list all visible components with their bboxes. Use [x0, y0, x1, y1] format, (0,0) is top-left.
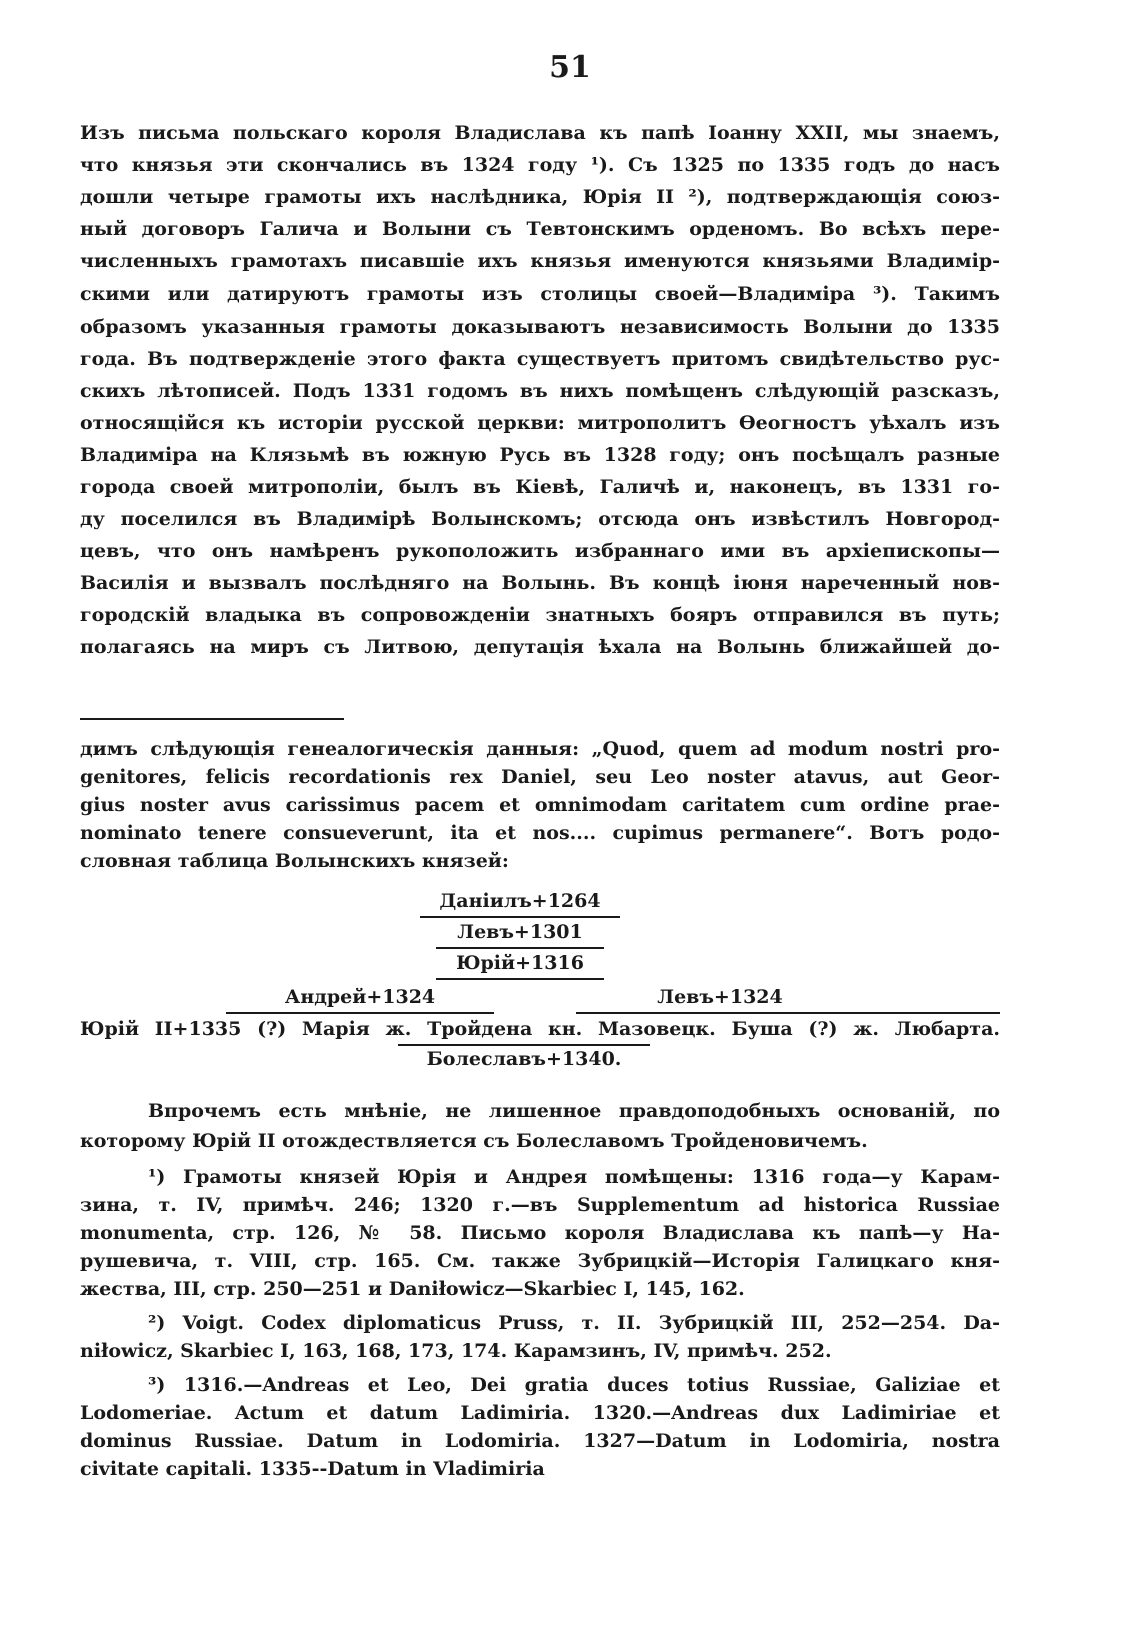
text-line: что князья эти скончались въ 1324 году ¹). Съ 1325 по 1335 годъ до насъ: [80, 154, 1000, 176]
text-line: скихъ лѣтописей. Подъ 1331 годомъ въ нихъ помѣщенъ слѣдующій разсказъ,: [80, 380, 1000, 402]
genea-boleslav: Болеславъ+1340.: [426, 1048, 622, 1070]
text-line: города своей митрополіи, былъ въ Кіевѣ, Галичѣ и, наконецъ, въ 1331 го-: [80, 476, 1000, 498]
text-line: ный договоръ Галича и Волыни съ Тевтонскимъ орденомъ. Во всѣхъ пере-: [80, 218, 1000, 240]
footnote-line: gius noster avus carissimus pacem et omnimodam caritatem cum ordine prae-: [80, 794, 1000, 816]
genea-underline: [226, 1012, 494, 1014]
page-number: 51: [549, 50, 591, 85]
text-line: образомъ указанныя грамоты доказываютъ независимость Волыни до 1335: [80, 316, 1000, 338]
footnote-line: рушевича, т. VIII, стр. 165. См. также Зубрицкій—Исторія Галицкаго кня-: [80, 1250, 1000, 1272]
text-line: Изъ письма польскаго короля Владислава къ папѣ Іоанну XXII, мы знаемъ,: [80, 122, 1000, 144]
footnote-line: ³) 1316.—Andreas et Leo, Dei gratia duces totius Russiae, Galiziae et: [148, 1374, 1000, 1396]
genea-yuri1: Юрій+1316: [456, 952, 584, 974]
genea-underline: [576, 1012, 1000, 1014]
genea-bottom-row: Юрій II+1335 (?) Марія ж. Тройдена кн. Мазовецк. Буша (?) ж. Любарта.: [80, 1018, 1000, 1040]
genea-underline: [420, 916, 620, 918]
footnote-line: civitate capitali. 1335--Datum in Vladimiria: [80, 1458, 545, 1480]
text-line: года. Въ подтвержденіе этого факта существуетъ притомъ свидѣтельство рус-: [80, 348, 1000, 370]
footnote-rule: [80, 718, 344, 720]
text-line: Впрочемъ есть мнѣніе, не лишенное правдоподобныхъ основаній, по: [148, 1100, 1000, 1122]
footnote-line: ¹) Грамоты князей Юрія и Андрея помѣщены: 1316 года—у Карам-: [148, 1166, 1000, 1188]
footnote-line: monumenta, стр. 126, № 58. Письмо короля Владислава къ папѣ—у На-: [80, 1222, 1000, 1244]
footnote-line: зина, т. IV, примѣч. 246; 1320 г.—въ Supplementum ad historica Russiae: [80, 1194, 1000, 1216]
text-line: полагаясь на миръ съ Литвою, депутація ѣхала на Волынь ближайшей до-: [80, 636, 1000, 658]
genea-lev1: Левъ+1301: [457, 921, 583, 943]
genea-underline: [436, 978, 604, 980]
text-line: относящійся къ исторіи русской церкви: митрополитъ Ѳеогностъ уѣхалъ изъ: [80, 412, 1000, 434]
text-line: Владиміра на Клязьмѣ въ южную Русь въ 1328 году; онъ посѣщалъ разные: [80, 444, 1000, 466]
text-line: скими или датируютъ грамоты изъ столицы своей—Владиміра ³). Такимъ: [80, 283, 1000, 305]
text-line: городскій владыка въ сопровожденіи знатныхъ бояръ отправился въ путь;: [80, 604, 1000, 626]
footnote-line: словная таблица Волынскихъ князей:: [80, 850, 509, 872]
footnote-line: nominato tenere consueverunt, ita et nos.... cupimus permanere“. Вотъ родо-: [80, 822, 1000, 844]
text-line: численныхъ грамотахъ писавшіе ихъ князья именуются князьями Владимір-: [80, 250, 1000, 272]
footnote-line: жества, III, стр. 250—251 и Daniłowicz—Skarbiec I, 145, 162.: [80, 1278, 745, 1300]
genea-andrei: Андрей+1324: [284, 986, 436, 1008]
text-line: цевъ, что онъ намѣренъ рукоположить избраннаго ими въ архіепископы—: [80, 540, 1000, 562]
footnote-line: димъ слѣдующія генеалогическія данныя: „Quod, quem ad modum nostri pro-: [80, 738, 1000, 760]
genea-underline: [398, 1044, 650, 1046]
footnote-line: ²) Voigt. Codex diplomaticus Pruss, т. II. Зубрицкій III, 252—254. Da-: [148, 1312, 1000, 1334]
genea-lev2: Левъ+1324: [657, 986, 783, 1008]
genea-daniel: Даніилъ+1264: [439, 890, 601, 912]
text-line: Василія и вызвалъ послѣдняго на Волынь. Въ концѣ іюня нареченный нов-: [80, 572, 1000, 594]
text-line: которому Юрій II отождествляется съ Болеславомъ Тройденовичемъ.: [80, 1130, 868, 1152]
footnote-line: Lodomeriae. Actum et datum Ladimiria. 1320.—Andreas dux Ladimiriae et: [80, 1402, 1000, 1424]
footnote-line: niłowicz, Skarbiec I, 163, 168, 173, 174. Карамзинъ, IV, примѣч. 252.: [80, 1340, 832, 1362]
text-line: ду поселился въ Владимірѣ Волынскомъ; отсюда онъ извѣстилъ Новгород-: [80, 508, 1000, 530]
genea-underline: [436, 947, 604, 949]
footnote-line: genitores, felicis recordationis rex Daniel, seu Leo noster atavus, aut Geor-: [80, 766, 1000, 788]
footnote-line: dominus Russiae. Datum in Lodomiria. 1327—Datum in Lodomiria, nostra: [80, 1430, 1000, 1452]
text-line: дошли четыре грамоты ихъ наслѣдника, Юрія II ²), подтверждающія союз-: [80, 186, 1000, 208]
